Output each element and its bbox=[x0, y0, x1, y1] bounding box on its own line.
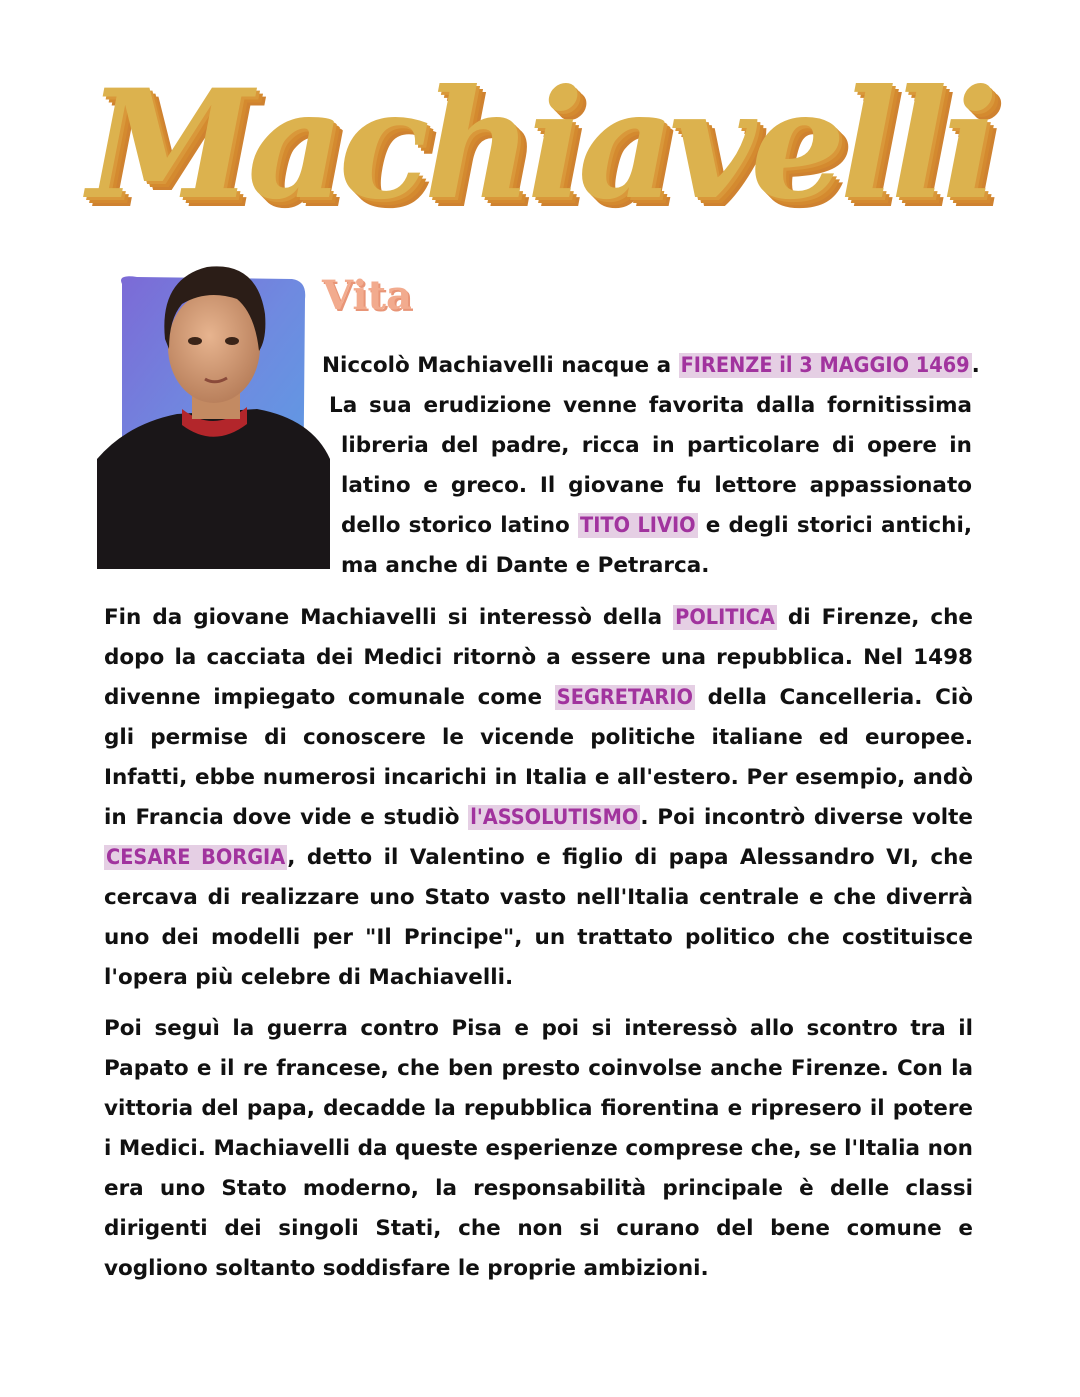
paragraph-pisa: Poi seguì la guerra contro Pisa e poi si interessò allo scontro tra il Papato e il re francese, che ben presto coinvolse anche Firenze. Con la vittoria del papa, decadde la repubblica fiorentina e ripresero il potere i Medici. Machiavelli da queste esperienze comprese che, se l'Italia non era uno Stato moderno, la responsabilità principale è delle classi dirigenti dei singoli Stati, che non si curano del bene comune e vogliono soltanto soddisfare le proprie ambizioni. bbox=[104, 1016, 973, 1281]
intro-line-4: latino e greco. Il giovane fu lettore appassionato bbox=[341, 473, 972, 498]
highlight-tito-livio: TITO LIVIO bbox=[580, 513, 696, 538]
intro-line-1 bbox=[322, 346, 980, 386]
paragraph-text: di Firenze, che dopo la cacciata dei Medici ritornò a essere una repubblica. Nel 1498 divenne impiegato comunale come bbox=[104, 605, 973, 710]
page-title: Machiavelli bbox=[87, 57, 993, 233]
intro-text: . bbox=[971, 353, 980, 378]
paragraph-politica bbox=[104, 598, 973, 998]
highlight-assolutismo: l'ASSOLUTISMO bbox=[470, 805, 639, 830]
intro-line-5 bbox=[341, 506, 972, 546]
paragraph-text: della Cancelleria. Ciò gli permise di conoscere le vicende politiche italiane ed europee. Infatti, ebbe numerosi incarichi in Italia e all'estero. Per esempio, andò in Francia dove vide e studiò bbox=[104, 685, 974, 830]
highlight-segretario: SEGRETARIO bbox=[556, 685, 693, 710]
highlight-politica: POLITICA bbox=[675, 605, 775, 630]
intro-line-3: libreria del padre, ricca in particolare di opere in bbox=[341, 433, 972, 458]
intro-text: Niccolò Machiavelli nacque a bbox=[322, 353, 679, 378]
intro-text: e degli storici antichi, bbox=[697, 513, 973, 538]
highlight-firenze-date: FIRENZE il 3 MAGGIO 1469 bbox=[680, 353, 970, 378]
paragraph-text: Fin da giovane Machiavelli si interessò della bbox=[104, 605, 674, 630]
intro-text: dello storico latino bbox=[341, 513, 578, 538]
intro-line-2: La sua erudizione venne favorita dalla fornitissima bbox=[329, 393, 972, 418]
paragraph-text: , detto il Valentino e figlio di papa Alessandro VI, che cercava di realizzare uno Stato vasto nell'Italia centrale e che diverrà uno dei modelli per "Il Principe", un trattato politico che costituisce l'opera più celebre di Machiavelli. bbox=[104, 845, 974, 990]
highlight-cesare-borgia: CESARE BORGIA bbox=[106, 845, 286, 870]
portrait-image bbox=[97, 259, 330, 569]
intro-line-6: ma anche di Dante e Petrarca. bbox=[341, 553, 710, 578]
paragraph-text: . Poi incontrò diverse volte bbox=[640, 805, 974, 830]
section-title-vita: Vita bbox=[322, 272, 412, 319]
